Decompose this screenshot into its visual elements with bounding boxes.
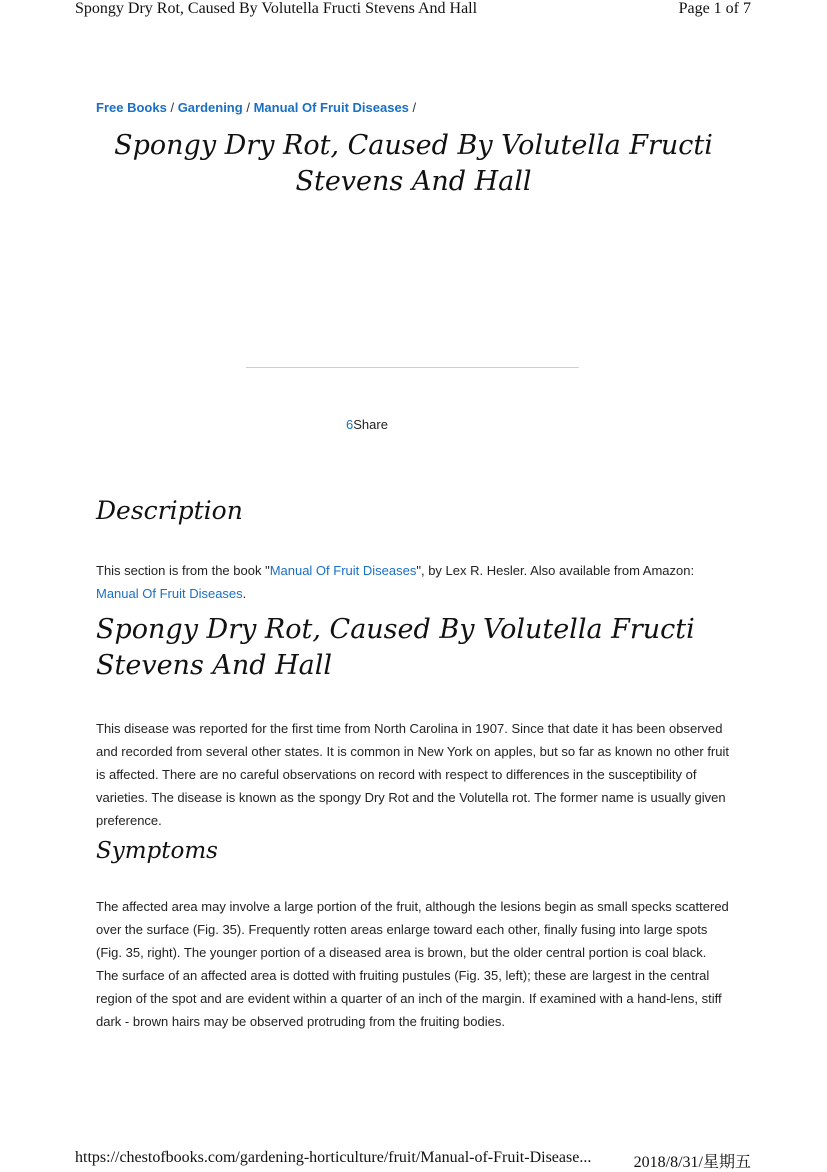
print-header-title: Spongy Dry Rot, Caused By Volutella Fructi Stevens And Hall — [75, 0, 478, 17]
breadcrumb-link-gardening[interactable]: Gardening — [177, 100, 243, 115]
description-text-after: ", by Lex R. Hesler. Also available from Amazon: — [416, 563, 695, 578]
print-footer-date: 2018/8/31/星期五 — [633, 1154, 751, 1171]
share-widget[interactable] — [346, 417, 388, 432]
breadcrumb-link-free-books[interactable]: Free Books — [96, 100, 167, 115]
description-text-end: . — [242, 586, 247, 601]
symptoms-heading: Symptoms — [96, 838, 218, 864]
share-label[interactable]: Share — [353, 417, 388, 432]
amazon-book-link[interactable]: Manual Of Fruit Diseases — [96, 586, 243, 601]
print-header — [0, 0, 827, 24]
breadcrumb — [96, 100, 416, 115]
breadcrumb-separator: / — [246, 100, 250, 115]
book-link[interactable]: Manual Of Fruit Diseases — [269, 563, 417, 578]
print-footer-url: https://chestofbooks.com/gardening-horticulture/fruit/Manual-of-Fruit-Disease... — [75, 1149, 592, 1166]
symptoms-paragraph: The affected area may involve a large portion of the fruit, although the lesions begin as small specks scattered over the surface (Fig. 35). Frequently rotten areas enlarge toward each other, finally fusing into large spots (Fig. 35, right). The younger portion of a diseased area is brown, but the older central portion is coal black. The surface of an affected area is dotted with fruiting pustules (Fig. 35, left); these are largest in the central region of the spot and are evident within a quarter of an inch of the margin. If examined with a hand-lens, stiff dark - brown hairs may be observed protruding from the fruiting bodies. — [96, 899, 729, 1029]
print-page-number: Page 1 of 7 — [678, 0, 751, 17]
breadcrumb-link-manual-of-fruit-diseases[interactable]: Manual Of Fruit Diseases — [253, 100, 409, 115]
share-count: 6 — [346, 417, 354, 432]
divider — [246, 367, 579, 368]
print-footer — [0, 1149, 827, 1169]
description-text-before: This section is from the book " — [96, 563, 270, 578]
breadcrumb-separator: / — [170, 100, 175, 115]
description-heading: Description — [96, 496, 243, 525]
description-text — [96, 559, 731, 605]
article-intro-paragraph: This disease was reported for the first time from North Carolina in 1907. Since that date it has been observed and recorded from several other states. It is common in New York on apples, but so far as known no other fruit is affected. There are no careful observations on record with respect to differences in the susceptibility of varieties. The disease is known as the spongy Dry Rot and the Volutella rot. The former name is usually given preference. — [96, 721, 729, 828]
breadcrumb-separator: / — [412, 100, 417, 115]
page-title: Spongy Dry Rot, Caused By Volutella Fructi Stevens And Hall — [114, 130, 713, 197]
article-heading: Spongy Dry Rot, Caused By Volutella Fructi Stevens And Hall — [96, 614, 695, 681]
